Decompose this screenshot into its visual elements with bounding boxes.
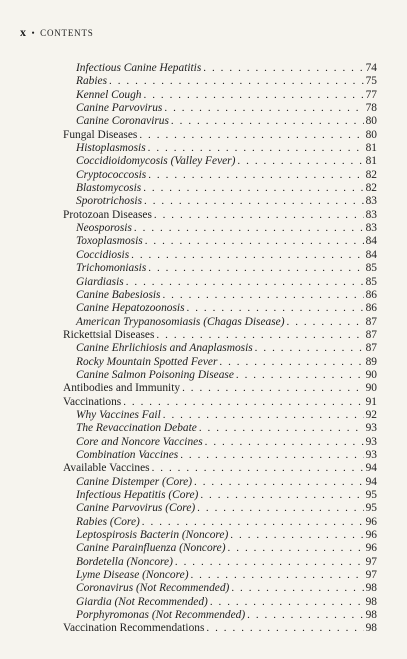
toc-entry[interactable] xyxy=(63,209,377,222)
toc-subentry[interactable] xyxy=(63,449,377,462)
toc-entry-label: Blastomycosis xyxy=(76,182,142,195)
toc-entry-label: Canine Babesiosis xyxy=(76,288,161,301)
dot-leader xyxy=(200,489,363,502)
toc-page-number: 78 xyxy=(365,102,377,115)
dot-leader xyxy=(134,222,364,235)
toc-page-number: 90 xyxy=(365,368,377,381)
toc-page-number: 94 xyxy=(365,462,377,475)
toc-entry-label: Kennel Cough xyxy=(76,88,142,101)
toc-entry[interactable] xyxy=(63,129,377,142)
dot-leader xyxy=(230,529,363,542)
toc-page-number: 82 xyxy=(365,168,377,181)
header-page-number: x xyxy=(20,25,27,39)
dot-leader xyxy=(143,182,363,195)
toc-entry-label: Rabies (Core) xyxy=(76,515,140,528)
toc-entry-label: Canine Hepatozoonosis xyxy=(76,302,185,315)
toc-subentry[interactable] xyxy=(63,582,377,595)
toc-page-number: 80 xyxy=(365,115,377,128)
toc-entry-label: Fungal Diseases xyxy=(63,128,138,141)
dot-leader xyxy=(144,195,364,208)
toc-page-number: 81 xyxy=(365,155,377,168)
toc-subentry[interactable] xyxy=(63,436,377,449)
toc-entry-label: Canine Parvovirus xyxy=(76,102,163,115)
table-of-contents xyxy=(63,62,377,636)
toc-subentry[interactable] xyxy=(63,529,377,542)
dot-leader xyxy=(194,476,364,489)
dot-leader xyxy=(255,342,364,355)
dot-leader xyxy=(287,316,364,329)
toc-entry-label: Cryptococcosis xyxy=(76,168,147,181)
toc-entry-label: Coccidiosis xyxy=(76,248,130,261)
toc-subentry[interactable] xyxy=(63,356,377,369)
toc-entry[interactable] xyxy=(63,622,377,635)
toc-page-number: 89 xyxy=(365,355,377,368)
toc-subentry[interactable] xyxy=(63,542,377,555)
toc-page-number: 95 xyxy=(365,502,377,515)
toc-page-number: 84 xyxy=(365,248,377,261)
dot-leader xyxy=(205,436,364,449)
toc-subentry[interactable] xyxy=(63,249,377,262)
dot-leader xyxy=(197,502,363,515)
toc-page-number: 96 xyxy=(365,529,377,542)
toc-page-number: 83 xyxy=(365,208,377,221)
dot-leader xyxy=(164,102,363,115)
toc-subentry[interactable] xyxy=(63,422,377,435)
toc-entry-label: The Revaccination Debate xyxy=(76,422,197,435)
toc-subentry[interactable] xyxy=(63,222,377,235)
dot-leader xyxy=(131,249,363,262)
toc-entry-label: Vaccinations xyxy=(63,395,122,408)
toc-entry[interactable] xyxy=(63,382,377,395)
toc-subentry[interactable] xyxy=(63,115,377,128)
toc-entry-label: Bordetella (Noncore) xyxy=(76,555,173,568)
toc-entry-label: Available Vaccines xyxy=(63,462,150,475)
toc-subentry[interactable] xyxy=(63,569,377,582)
toc-page-number: 93 xyxy=(365,435,377,448)
toc-subentry[interactable] xyxy=(63,182,377,195)
dot-leader xyxy=(171,115,364,128)
toc-subentry[interactable] xyxy=(63,195,377,208)
dot-leader xyxy=(142,516,364,529)
toc-page-number: 81 xyxy=(365,142,377,155)
dot-leader xyxy=(182,382,364,395)
dot-leader xyxy=(247,609,363,622)
toc-subentry[interactable] xyxy=(63,476,377,489)
toc-entry-label: Why Vaccines Fail xyxy=(76,408,161,421)
toc-page-number: 77 xyxy=(365,88,377,101)
toc-entry-label: Giardia (Not Recommended) xyxy=(76,595,208,608)
toc-subentry[interactable] xyxy=(63,609,377,622)
toc-subentry[interactable] xyxy=(63,316,377,329)
dot-leader xyxy=(162,289,363,302)
dot-leader xyxy=(219,356,363,369)
toc-page-number: 82 xyxy=(365,182,377,195)
toc-page-number: 86 xyxy=(365,302,377,315)
toc-page-number: 96 xyxy=(365,542,377,555)
running-header xyxy=(20,25,94,40)
toc-page-number: 87 xyxy=(365,315,377,328)
header-bullet: • xyxy=(31,27,36,38)
dot-leader xyxy=(180,449,363,462)
toc-entry-label: Infectious Hepatitis (Core) xyxy=(76,489,199,501)
toc-page-number: 74 xyxy=(365,62,377,74)
toc-page-number: 84 xyxy=(365,235,377,248)
toc-page-number: 75 xyxy=(365,75,377,88)
toc-entry-label: Canine Ehrlichiosis and Anaplasmosis xyxy=(76,342,253,355)
toc-subentry[interactable] xyxy=(63,302,377,315)
toc-subentry[interactable] xyxy=(63,369,377,382)
dot-leader xyxy=(145,235,364,248)
toc-entry-label: Rickettsial Diseases xyxy=(63,328,155,341)
toc-entry-label: Vaccination Recommendations xyxy=(63,622,205,635)
dot-leader xyxy=(152,462,364,475)
toc-entry[interactable] xyxy=(63,329,377,342)
dot-leader xyxy=(190,569,363,582)
dot-leader xyxy=(237,155,363,168)
toc-subentry[interactable] xyxy=(63,155,377,168)
toc-entry-label: Coronavirus (Not Recommended) xyxy=(76,582,230,595)
toc-page-number: 97 xyxy=(365,555,377,568)
toc-entry-label: Porphyromonas (Not Recommended) xyxy=(76,609,246,622)
toc-page-number: 87 xyxy=(365,328,377,341)
toc-entry[interactable] xyxy=(63,396,377,409)
toc-subentry[interactable] xyxy=(63,409,377,422)
toc-page-number: 94 xyxy=(365,475,377,488)
toc-page-number: 86 xyxy=(365,288,377,301)
dot-leader xyxy=(206,622,363,635)
toc-page-number: 98 xyxy=(365,609,377,622)
toc-entry[interactable] xyxy=(63,462,377,475)
dot-leader xyxy=(163,409,364,422)
dot-leader xyxy=(228,542,364,555)
toc-subentry[interactable] xyxy=(63,489,377,502)
toc-page-number: 97 xyxy=(365,569,377,582)
toc-entry-label: Toxoplasmosis xyxy=(76,235,143,248)
toc-entry-label: Histoplasmosis xyxy=(76,142,146,155)
toc-subentry[interactable] xyxy=(63,556,377,569)
toc-page-number: 92 xyxy=(365,408,377,421)
toc-page-number: 80 xyxy=(365,128,377,141)
toc-subentry[interactable] xyxy=(63,235,377,248)
toc-entry-label: Leptospirosis Bacterin (Noncore) xyxy=(76,529,229,542)
toc-page-number: 90 xyxy=(365,382,377,395)
dot-leader xyxy=(210,596,364,609)
toc-subentry[interactable] xyxy=(63,75,377,88)
dot-leader xyxy=(126,276,364,289)
toc-entry-label: Protozoan Diseases xyxy=(63,208,152,221)
toc-page-number: 85 xyxy=(365,262,377,275)
toc-subentry[interactable] xyxy=(63,342,377,355)
toc-page-number: 83 xyxy=(365,195,377,208)
toc-entry-label: Lyme Disease (Noncore) xyxy=(76,569,189,582)
toc-page-number: 95 xyxy=(365,489,377,501)
toc-subentry[interactable] xyxy=(63,276,377,289)
toc-subentry[interactable] xyxy=(63,596,377,609)
toc-subentry[interactable] xyxy=(63,289,377,302)
toc-page-number: 91 xyxy=(365,395,377,408)
toc-subentry[interactable] xyxy=(63,516,377,529)
dot-leader xyxy=(156,329,363,342)
dot-leader xyxy=(148,142,364,155)
toc-entry-label: Rocky Mountain Spotted Fever xyxy=(76,355,218,368)
toc-entry-label: Neosporosis xyxy=(76,222,132,235)
toc-subentry[interactable] xyxy=(63,262,377,275)
dot-leader xyxy=(231,582,363,595)
toc-page-number: 93 xyxy=(365,422,377,435)
dot-leader xyxy=(148,169,363,182)
toc-entry-label: American Trypanosomiasis (Chagas Disease) xyxy=(76,315,285,328)
toc-page-number: 98 xyxy=(365,595,377,608)
toc-entry-label: Antibodies and Immunity xyxy=(63,382,181,395)
toc-entry-label: Canine Distemper (Core) xyxy=(76,475,192,488)
toc-entry-label: Trichomoniasis xyxy=(76,262,147,275)
toc-entry-label: Coccidioidomycosis (Valley Fever) xyxy=(76,155,236,168)
toc-subentry[interactable] xyxy=(63,89,377,102)
toc-page-number: 93 xyxy=(365,448,377,461)
toc-subentry[interactable] xyxy=(63,502,377,515)
toc-entry-label: Infectious Canine Hepatitis xyxy=(76,62,202,74)
toc-subentry[interactable] xyxy=(63,102,377,115)
toc-entry-label: Rabies xyxy=(76,75,108,88)
dot-leader xyxy=(154,209,364,222)
toc-page-number: 98 xyxy=(365,582,377,595)
dot-leader xyxy=(139,129,363,142)
toc-page-number: 85 xyxy=(365,275,377,288)
header-title: CONTENTS xyxy=(40,27,94,38)
toc-page-number: 98 xyxy=(365,622,377,635)
dot-leader xyxy=(123,396,363,409)
toc-entry-label: Canine Parvovirus (Core) xyxy=(76,502,196,515)
dot-leader xyxy=(148,262,363,275)
dot-leader xyxy=(175,556,364,569)
dot-leader xyxy=(109,75,364,88)
toc-entry-label: Canine Parainfluenza (Noncore) xyxy=(76,542,226,555)
toc-subentry[interactable] xyxy=(63,62,377,75)
dot-leader xyxy=(144,89,364,102)
toc-entry-label: Sporotrichosis xyxy=(76,195,143,208)
toc-entry-label: Combination Vaccines xyxy=(76,448,179,461)
toc-page-number: 96 xyxy=(365,515,377,528)
toc-entry-label: Canine Coronavirus xyxy=(76,115,169,128)
toc-entry-label: Giardiasis xyxy=(76,275,124,288)
toc-entry-label: Core and Noncore Vaccines xyxy=(76,435,203,448)
toc-subentry[interactable] xyxy=(63,142,377,155)
toc-page-number: 83 xyxy=(365,222,377,235)
dot-leader xyxy=(187,302,364,315)
dot-leader xyxy=(199,422,364,435)
dot-leader xyxy=(203,62,363,75)
toc-page-number: 87 xyxy=(365,342,377,355)
toc-subentry[interactable] xyxy=(63,169,377,182)
toc-entry-label: Canine Salmon Poisoning Disease xyxy=(76,368,234,381)
dot-leader xyxy=(236,369,364,382)
